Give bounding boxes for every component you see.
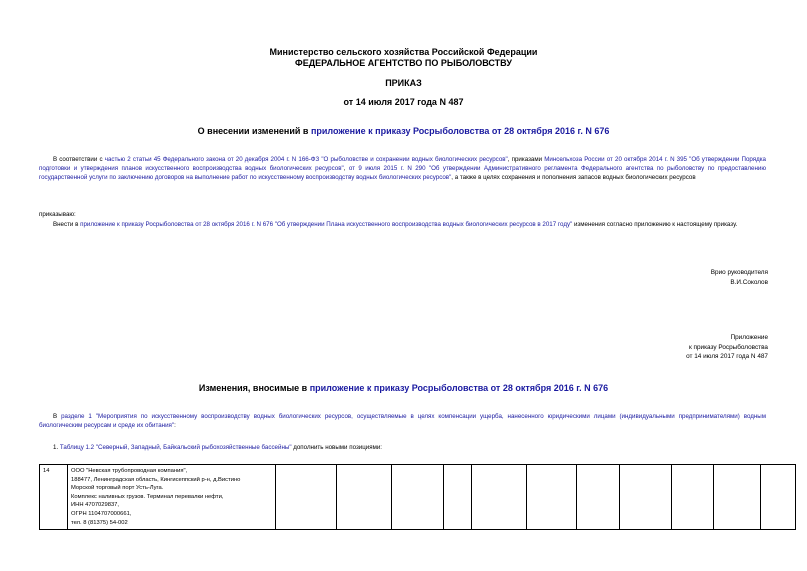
org-line: ОГРН 1104707000661, [71,510,132,517]
appendix-reference [686,333,768,362]
document-subject [0,126,807,137]
preamble-order-290-link[interactable]: от 9 июля 2015 г. N 290 "Об утверждении Административного регламента Федерального агентства по рыболовству по предоставлению государственной услуги по заключению договоров на выполнение работ по искусственному воспроизводству водных биологических ресурсов" [39,165,766,181]
table-intro-text-1: 1. [53,444,60,451]
empty-cell [472,465,527,530]
table-intro [53,443,753,452]
appendix-line-2: к приказу Росрыболовства [688,343,768,351]
order-appendix-link[interactable]: приложение к приказу Росрыболовства от 28 октября 2016 г. N 676 "Об утверждении Плана искусственного воспроизводства водных биологических ресурсов в 2017 году" [80,221,573,228]
subject-prefix: О внесении изменений в [197,126,311,136]
section-text-1: В [53,413,62,420]
empty-cell [444,465,472,530]
appendix-line-3: от 14 июля 2017 года N 487 [686,353,768,360]
empty-cell [672,465,714,530]
empty-cell [276,465,337,530]
org-line: Морской торговый порт Усть-Луга. [71,485,164,492]
signature-role: Врио руководителя [710,269,768,276]
preamble-paragraph [39,155,766,182]
document-type: ПРИКАЗ [385,78,422,88]
signature-block [711,268,768,287]
ministry-title: Министерство сельского хозяйства Российской Федерации [269,47,538,57]
preamble-law-link[interactable]: частью 2 статьи 45 Федерального закона от 20 декабря 2004 г. N 166-ФЗ "О рыболовстве и сохранении водных биологических ресурсов" [104,156,508,163]
document-date-number: от 14 июля 2017 года N 487 [343,97,464,107]
org-line: Комплекс наливных грузов. Терминал перевалки нефти, [71,493,224,500]
changes-title-link[interactable]: приложение к приказу Росрыболовства от 28 октября 2016 г. N 676 [309,383,609,393]
agency-title: ФЕДЕРАЛЬНОЕ АГЕНТСТВО ПО РЫБОЛОВСТВУ [295,58,512,68]
empty-cell [337,465,392,530]
order-text-2: изменения согласно приложению к настоящему приказу. [572,221,738,228]
table-1-2-link[interactable]: Таблицу 1.2 "Северный, Западный, Байкальский рыбохозяйственные бассейны" [59,444,292,451]
preamble-text-2: , приказами [507,156,545,163]
section-paragraph [39,412,766,430]
preamble-order-395-link[interactable]: Минсельхоза России от 20 октября 2014 г. N 395 "Об утверждении Порядка подготовки и утверждения планов искусственного воспроизводства водных биологических ресурсов" [39,156,766,172]
organization-cell [68,465,276,530]
order-text-1: Внести в [53,221,81,228]
changes-title [0,383,807,394]
table-row [40,465,796,530]
preamble-text-3: , [343,165,349,172]
section-text-2: : [174,422,176,429]
org-line: 188477, Ленинградская область, Кингисеппский р-н, д.Вистино [71,476,241,483]
preamble-text-1: В соответствии с [53,156,105,163]
order-word: приказываю: [39,211,76,218]
appendix-line-1: Приложение [730,334,768,341]
order-paragraph [39,220,766,229]
org-line: ИНН 4707029837, [71,502,119,509]
preamble-text-4: , а также в целях сохранения и пополнения запасов водных биологических ресурсов [451,174,696,181]
changes-title-prefix: Изменения, вносимые в [198,383,310,393]
subject-link[interactable]: приложение к приказу Росрыболовства от 28 октября 2016 г. N 676 [310,126,610,136]
section-link[interactable]: разделе 1 "Мероприятия по искусственному воспроизводству водных биологических ресурсов, осуществляемые в целях компенсации ущерба, нанесенного юридическими лицами (индивидуальными предпринимателями) водным биологическим ресурсам и среде их обитания" [39,413,766,429]
table-intro-text-2: дополнить новыми позициями: [291,444,383,451]
row-number-cell: 14 [40,465,68,530]
org-line: тел. 8 (81375) 54-002 [71,519,128,526]
signature-name: В.И.Соколов [730,278,768,286]
empty-cell [714,465,761,530]
empty-cell [577,465,620,530]
empty-cell [761,465,796,530]
empty-cell [392,465,444,530]
empty-cell [620,465,672,530]
positions-table [39,464,796,530]
org-line: ООО "Невская трубопроводная компания", [71,468,188,474]
empty-cell [527,465,577,530]
